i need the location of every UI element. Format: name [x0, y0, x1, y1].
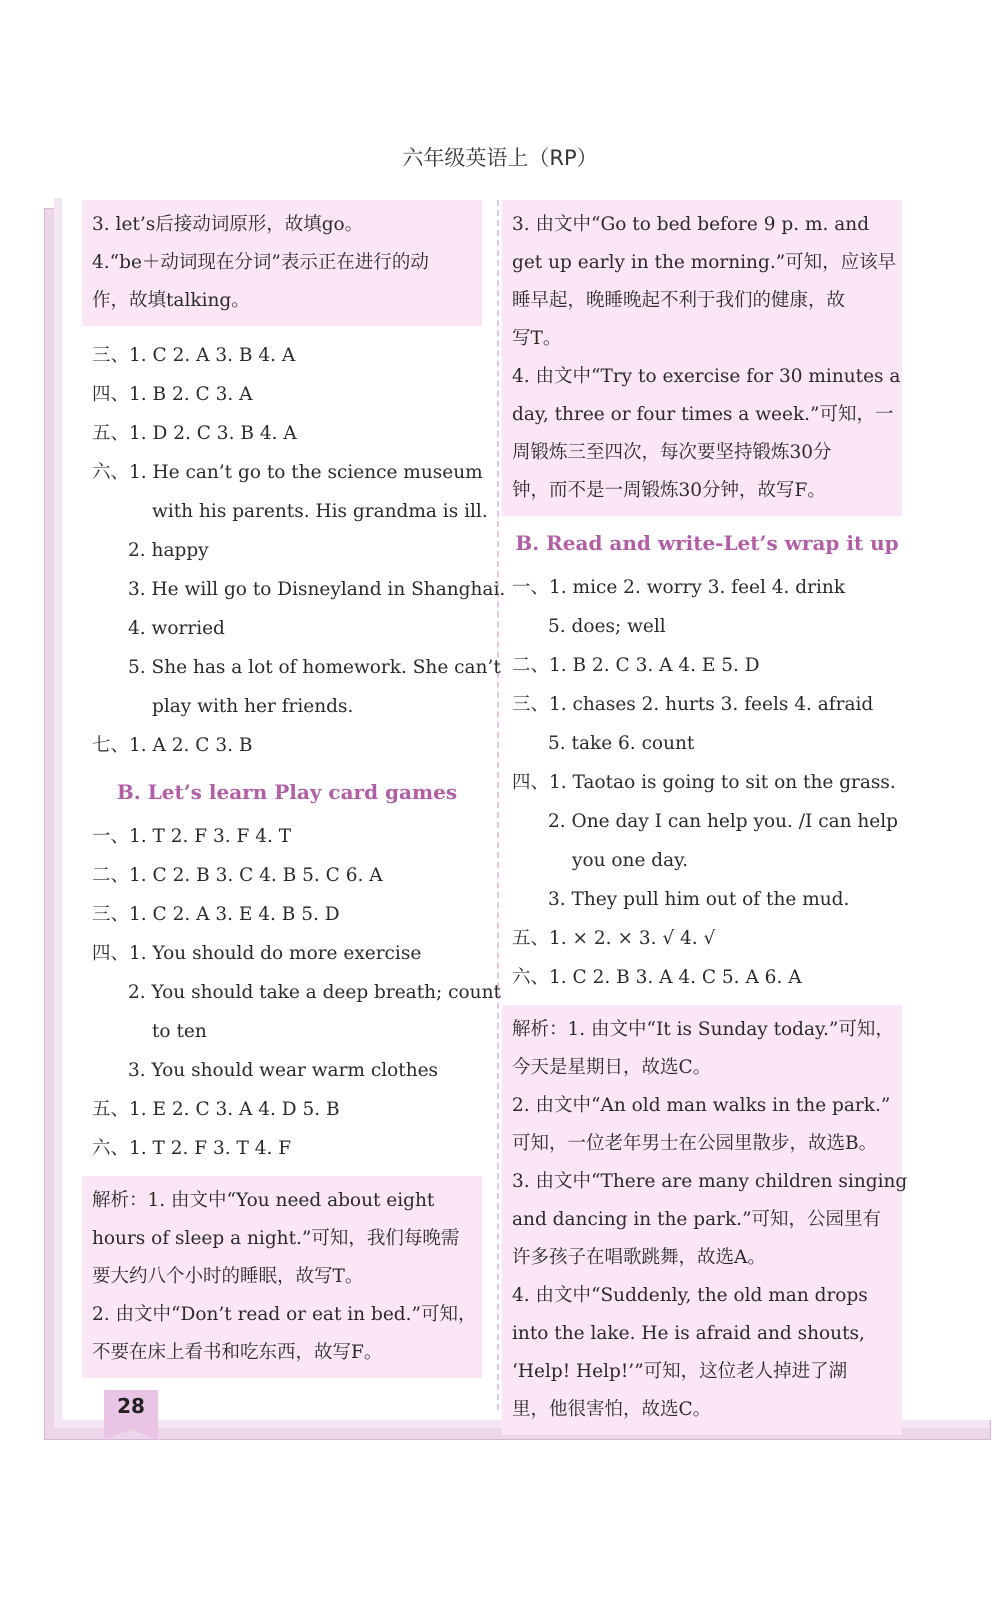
answer-line: 七、1. A 2. C 3. B — [92, 735, 253, 756]
explanation-line: 要大约八个小时的睡眠，故写T。 — [92, 1266, 364, 1287]
answer-line: 一、1. T 2. F 3. F 4. T — [92, 826, 292, 847]
explanation-line: 睡早起，晚睡晚起不利于我们的健康，故 — [512, 290, 846, 311]
answer-line: 3. You should wear warm clothes — [128, 1060, 439, 1081]
answer-line: 2. You should take a deep breath; count — [128, 982, 501, 1003]
answer-line: 5. She has a lot of homework. She can’t — [128, 657, 501, 678]
answer-line: 2. One day I can help you. /I can help — [548, 811, 899, 832]
left-explanation-box-1 — [82, 200, 482, 326]
answer-line: 四、1. You should do more exercise — [92, 943, 422, 964]
section-title-read-and-write: B. Read and write-Let’s wrap it up — [515, 531, 899, 555]
explanation-line: 4.“be＋动词现在分词”表示正在进行的动 — [92, 252, 429, 273]
right-explanation-box-2 — [502, 1005, 908, 1435]
answer-line: 4. worried — [128, 618, 225, 639]
explanation-line: and dancing in the park.”可知，公园里有 — [512, 1209, 882, 1230]
answer-line: 一、1. mice 2. worry 3. feel 4. drink — [512, 577, 846, 598]
answer-line: 5. does; well — [548, 616, 666, 637]
answer-line: you one day. — [572, 850, 689, 871]
answer-line: 二、1. C 2. B 3. C 4. B 5. C 6. A — [92, 865, 383, 886]
explanation-line: 周锻炼三至四次，每次要坚持锻炼30分 — [512, 442, 832, 463]
answer-line: with his parents. His grandma is ill. — [152, 501, 488, 522]
explanation-line: 解析：1. 由文中“It is Sunday today.”可知， — [512, 1019, 894, 1040]
answer-line: 3. He will go to Disneyland in Shanghai. — [128, 579, 506, 600]
explanation-line: 4. 由文中“Try to exercise for 30 minutes a — [512, 366, 901, 387]
answer-line: 四、1. B 2. C 3. A — [92, 384, 253, 405]
right-explanation-box-1 — [502, 200, 902, 516]
column-divider — [497, 200, 499, 1410]
answer-line: 3. They pull him out of the mud. — [548, 889, 850, 910]
answer-line: 二、1. B 2. C 3. A 4. E 5. D — [512, 655, 760, 676]
answer-line: 三、1. C 2. A 3. E 4. B 5. D — [92, 904, 340, 925]
explanation-line: 4. 由文中“Suddenly, the old man drops — [512, 1285, 868, 1306]
answer-line: 四、1. Taotao is going to sit on the grass. — [512, 772, 896, 793]
explanation-line: into the lake. He is afraid and shouts, — [512, 1323, 865, 1344]
page-header: 六年级英语上（RP） — [402, 146, 598, 170]
explanation-line: get up early in the morning.”可知，应该早 — [512, 252, 897, 273]
answer-line: to ten — [152, 1021, 207, 1042]
answer-line: 五、1. D 2. C 3. B 4. A — [92, 423, 297, 444]
explanation-line: 3. 由文中“There are many children singing — [512, 1171, 908, 1192]
answer-line: play with her friends. — [152, 696, 354, 717]
left-column — [92, 200, 506, 1388]
answer-line: 五、1. E 2. C 3. A 4. D 5. B — [92, 1099, 340, 1120]
answer-line: 五、1. × 2. × 3. √ 4. √ — [512, 928, 716, 949]
explanation-line: 作，故填talking。 — [92, 290, 250, 311]
answer-line: 六、1. He can’t go to the science museum — [92, 462, 483, 483]
section-title-lets-learn: B. Let’s learn Play card games — [116, 780, 458, 804]
explanation-line: 可知，一位老年男士在公园里散步，故选B。 — [512, 1133, 878, 1154]
explanation-line: ‘Help! Help!’”可知，这位老人掉进了湖 — [512, 1361, 848, 1382]
answer-line: 2. happy — [128, 540, 209, 561]
answer-line: 六、1. C 2. B 3. A 4. C 5. A 6. A — [512, 967, 802, 988]
answer-line: 三、1. C 2. A 3. B 4. A — [92, 345, 296, 366]
explanation-line: 3. let’s后接动词原形，故填go。 — [92, 214, 364, 235]
explanation-line: 2. 由文中“An old man walks in the park.” — [512, 1095, 891, 1116]
explanation-line: 钟，而不是一周锻炼30分钟，故写F。 — [512, 480, 826, 501]
explanation-line: 写T。 — [512, 328, 562, 349]
right-column — [512, 200, 908, 1445]
left-explanation-box-2 — [82, 1176, 482, 1378]
answer-line: 三、1. chases 2. hurts 3. feels 4. afraid — [512, 694, 874, 715]
answer-line: 5. take 6. count — [548, 733, 695, 754]
page-number: 28 — [117, 1394, 145, 1418]
explanation-line: 里，他很害怕，故选C。 — [512, 1399, 712, 1420]
explanation-line: 3. 由文中“Go to bed before 9 p. m. and — [512, 214, 870, 235]
explanation-line: day, three or four times a week.”可知，一 — [512, 404, 894, 425]
explanation-line: 许多孩子在唱歌跳舞，故选A。 — [512, 1247, 766, 1268]
explanation-line: 不要在床上看书和吃东西，故写F。 — [92, 1342, 383, 1363]
explanation-line: hours of sleep a night.”可知，我们每晚需 — [92, 1228, 460, 1249]
explanation-line: 解析：1. 由文中“You need about eight — [92, 1190, 435, 1211]
answer-line: 六、1. T 2. F 3. T 4. F — [92, 1138, 292, 1159]
explanation-line: 2. 由文中“Don’t read or eat in bed.”可知， — [92, 1304, 477, 1325]
explanation-line: 今天是星期日，故选C。 — [512, 1057, 712, 1078]
